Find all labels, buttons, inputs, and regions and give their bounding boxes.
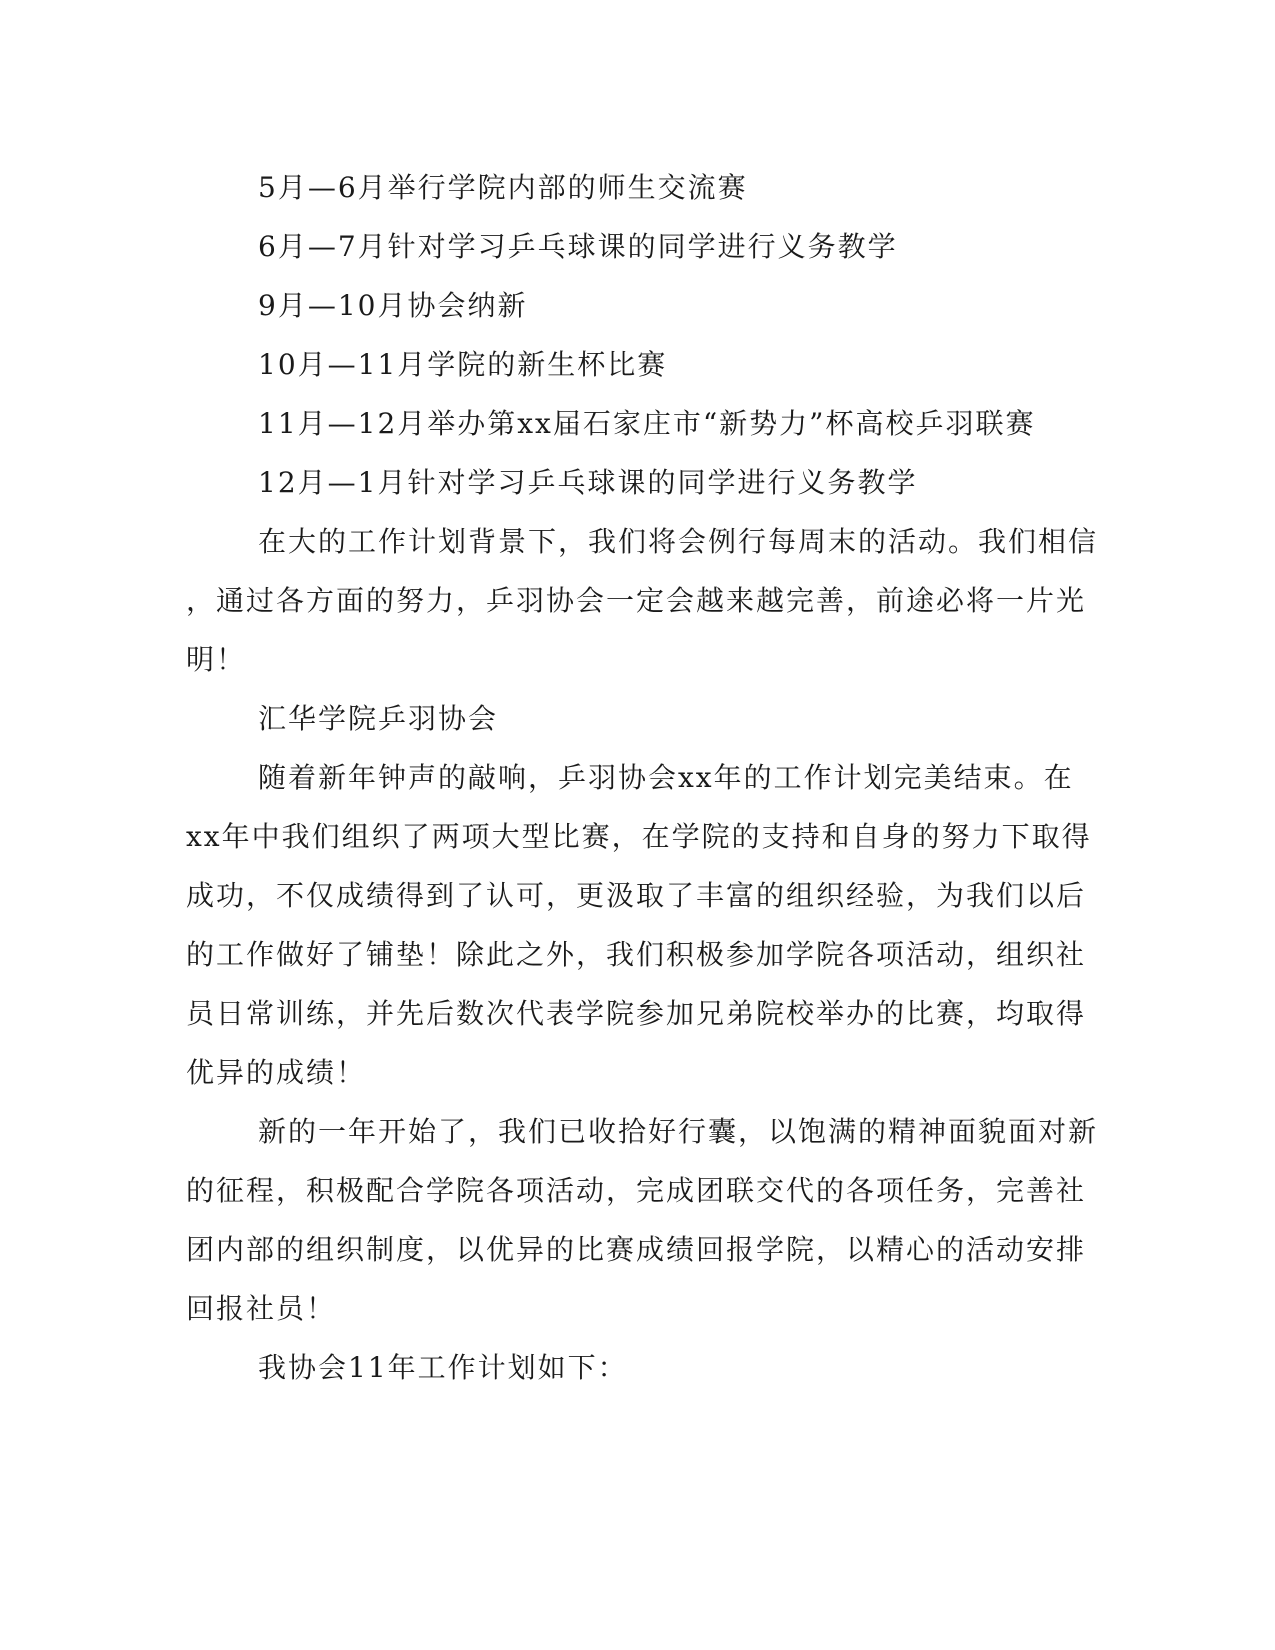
schedule-item: 6月—7月针对学习乒乓球课的同学进行义务教学 [258, 230, 898, 263]
paragraph-line: 的征程，积极配合学院各项活动，完成团联交代的各项任务，完善社 [186, 1174, 1087, 1207]
schedule-item: 5月—6月举行学院内部的师生交流赛 [258, 171, 748, 204]
paragraph-line: ，通过各方面的努力，乒羽协会一定会越来越完善，前途必将一片光 [186, 584, 1087, 617]
signature: 汇华学院乒羽协会 [258, 702, 499, 735]
schedule-item: 11月—12月举办第xx届石家庄市“新势力”杯高校乒羽联赛 [258, 407, 1036, 440]
schedule-item: 12月—1月针对学习乒乓球课的同学进行义务教学 [258, 466, 918, 499]
paragraph-line: 优异的成绩！ [186, 1056, 367, 1089]
paragraph-line: 在大的工作计划背景下，我们将会例行每周末的活动。我们相信 [258, 525, 1099, 558]
paragraph-line: 团内部的组织制度，以优异的比赛成绩回报学院，以精心的活动安排 [186, 1233, 1087, 1266]
paragraph-line: 明！ [186, 643, 247, 676]
paragraph-line: 的工作做好了铺垫！除此之外，我们积极参加学院各项活动，组织社 [186, 938, 1087, 971]
paragraph-line: 回报社员！ [186, 1292, 337, 1325]
paragraph-line: 随着新年钟声的敲响，乒羽协会xx年的工作计划完美结束。在 [258, 761, 1074, 794]
paragraph-line: 成功，不仅成绩得到了认可，更汲取了丰富的组织经验，为我们以后 [186, 879, 1087, 912]
paragraph-line: xx年中我们组织了两项大型比赛，在学院的支持和自身的努力下取得 [186, 820, 1092, 853]
paragraph-line: 员日常训练，并先后数次代表学院参加兄弟院校举办的比赛，均取得 [186, 997, 1087, 1030]
schedule-item: 10月—11月学院的新生杯比赛 [258, 348, 668, 381]
paragraph-line: 新的一年开始了，我们已收拾好行囊，以饱满的精神面貌面对新 [258, 1115, 1099, 1148]
plan-intro: 我协会11年工作计划如下： [258, 1351, 628, 1384]
schedule-item: 9月—10月协会纳新 [258, 289, 528, 322]
